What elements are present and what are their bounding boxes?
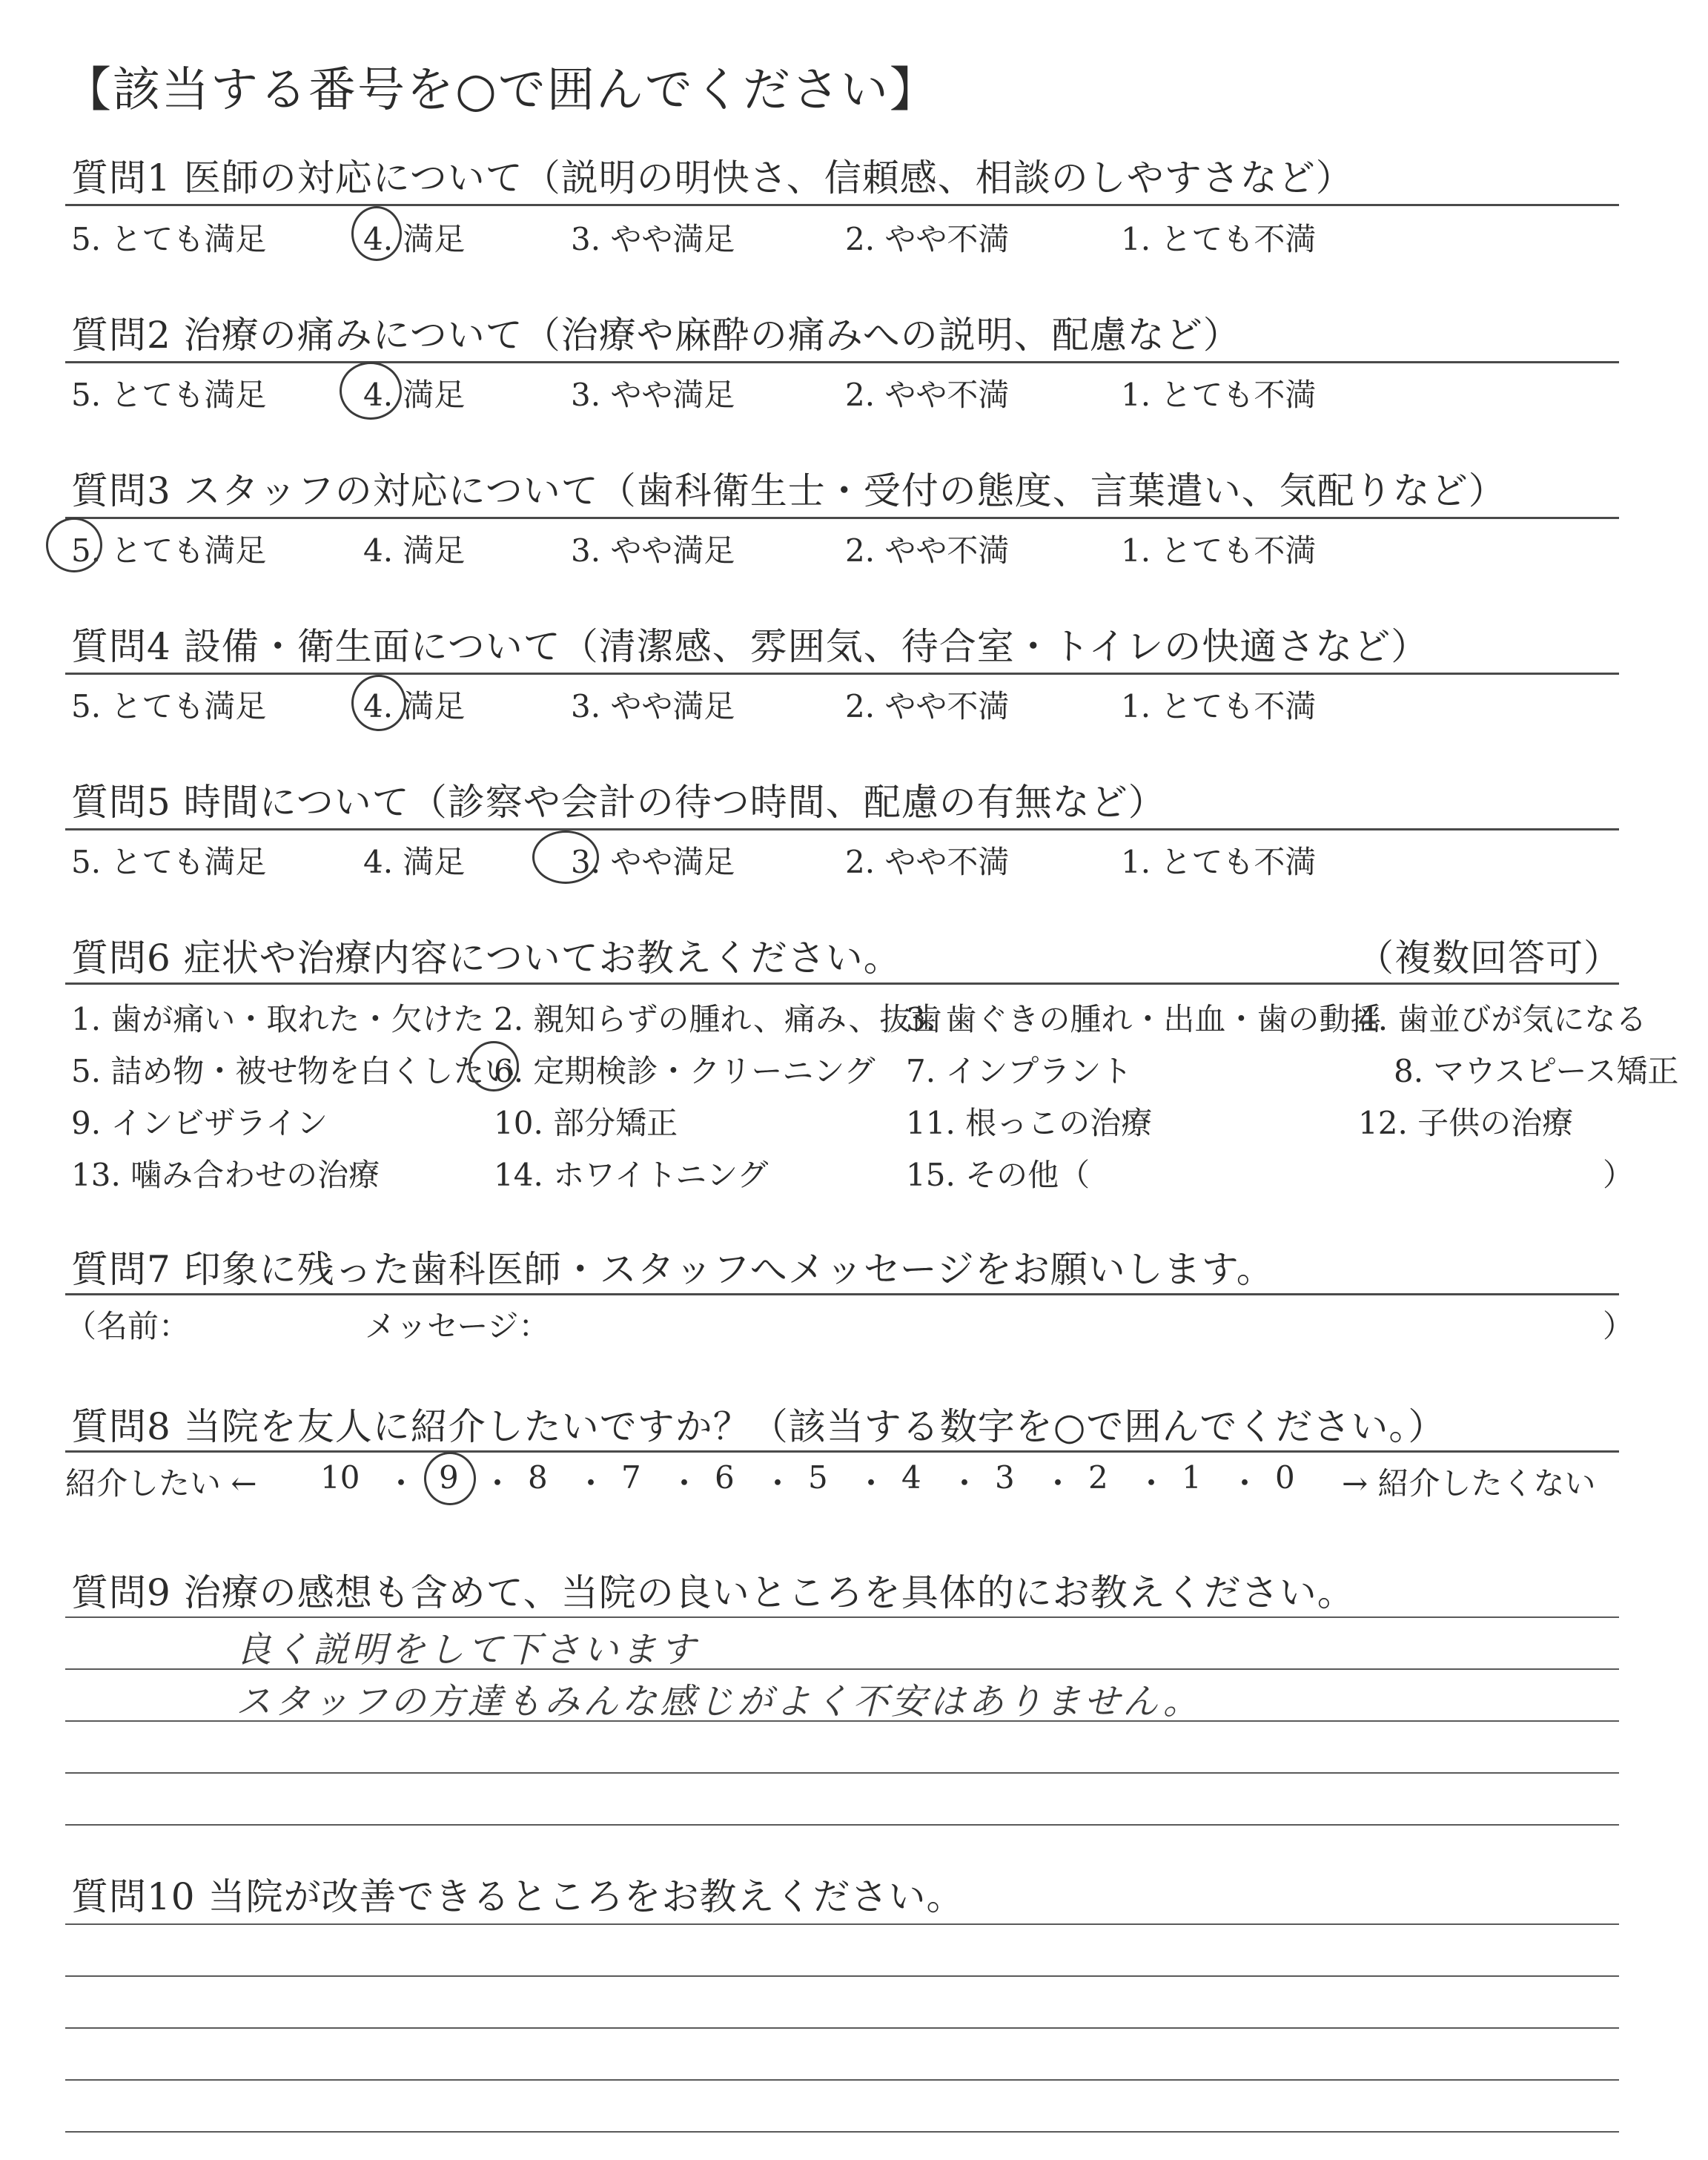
q6-option-4[interactable]: 4. 歯並びが気になる: [1358, 1001, 1647, 1037]
q7-divider: [65, 1293, 1619, 1295]
q9-answer-text-2: スタッフの方達もみんな感じがよく不安はありません。: [236, 1681, 1202, 1723]
q6-option-8[interactable]: 8. マウスピース矯正: [1394, 1053, 1679, 1089]
page-title: 【該当する番号を○で囲んでください】: [64, 63, 939, 118]
q10-heading: 質問10 当院が改善できるところをお教えください。: [71, 1875, 964, 1918]
q2-option-1[interactable]: 1. とても不満: [1121, 377, 1317, 413]
q8-score-10[interactable]: 10: [320, 1459, 360, 1496]
q8-score-6[interactable]: 6: [715, 1459, 735, 1496]
q8-separator: ・: [855, 1465, 887, 1502]
q6-option-14[interactable]: 14. ホワイトニング: [494, 1157, 769, 1193]
q8-separator: ・: [949, 1465, 981, 1502]
q4-option-4[interactable]: 4. 満足: [363, 688, 466, 724]
q6-option-3[interactable]: 3. 歯ぐきの腫れ・出血・歯の動揺: [906, 1001, 1382, 1037]
q4-option-3[interactable]: 3. やや満足: [571, 688, 735, 724]
q8-right-label: → 紹介したくない: [1342, 1465, 1596, 1502]
q8-heading: 質問8 当院を友人に紹介したいですか？（該当する数字を○で囲んでください。）: [71, 1405, 1446, 1448]
q6-selection-circle: [469, 1041, 519, 1091]
q4-divider: [65, 673, 1619, 675]
q6-multiple-answer-note: （複数回答可）: [1357, 937, 1621, 980]
q2-option-3[interactable]: 3. やや満足: [571, 377, 735, 413]
q2-option-2[interactable]: 2. やや不満: [845, 377, 1010, 413]
q10-answer-line: [65, 1923, 1619, 1925]
q5-option-5[interactable]: 5. とても満足: [71, 844, 267, 880]
q3-option-5[interactable]: 5. とても満足: [71, 532, 267, 569]
q1-selection-circle: [351, 206, 402, 261]
q4-heading: 質問4 設備・衛生面について（清潔感、雰囲気、待合室・トイレの快適さなど）: [71, 625, 1429, 668]
q9-answer-line: [65, 1616, 1619, 1618]
q9-answer-line: [65, 1824, 1619, 1826]
q8-score-3[interactable]: 3: [995, 1459, 1015, 1496]
q4-selection-circle: [351, 675, 406, 731]
q8-separator: ・: [1136, 1465, 1168, 1502]
q3-option-3[interactable]: 3. やや満足: [571, 532, 735, 569]
q8-score-5[interactable]: 5: [808, 1459, 828, 1496]
q1-option-1[interactable]: 1. とても不満: [1121, 221, 1317, 257]
q2-option-5[interactable]: 5. とても満足: [71, 377, 267, 413]
q3-option-2[interactable]: 2. やや不満: [845, 532, 1010, 569]
q8-score-7[interactable]: 7: [621, 1459, 641, 1496]
q8-score-9[interactable]: 9: [439, 1459, 459, 1496]
q3-selection-circle: [46, 518, 102, 572]
q4-option-5[interactable]: 5. とても満足: [71, 688, 267, 724]
q8-separator: ・: [482, 1465, 514, 1502]
q10-answer-line: [65, 1975, 1619, 1977]
q1-option-4[interactable]: 4. 満足: [363, 221, 466, 257]
q6-option-2[interactable]: 2. 親知らずの腫れ、痛み、抜歯: [494, 1001, 942, 1037]
q6-option-9[interactable]: 9. インビザライン: [71, 1105, 328, 1141]
q3-heading: 質問3 スタッフの対応について（歯科衛生士・受付の態度、言葉遣い、気配りなど）: [71, 469, 1506, 512]
q7-message-label: メッセージ：: [365, 1308, 550, 1344]
q6-option-13[interactable]: 13. 噛み合わせの治療: [71, 1157, 380, 1193]
q6-option-11[interactable]: 11. 根っこの治療: [906, 1105, 1153, 1141]
q8-divider: [65, 1450, 1619, 1453]
q5-option-4[interactable]: 4. 満足: [363, 844, 466, 880]
q7-close-paren: ）: [1603, 1308, 1635, 1344]
q8-separator: ・: [385, 1465, 417, 1502]
q1-heading: 質問1 医師の対応について（説明の明快さ、信頼感、相談のしやすさなど）: [71, 156, 1354, 199]
q10-answer-line: [65, 2131, 1619, 2133]
q10-answer-line: [65, 2027, 1619, 2029]
q6-option-1[interactable]: 1. 歯が痛い・取れた・欠けた: [71, 1001, 485, 1037]
q6-heading: 質問6 症状や治療内容についてお教えください。: [71, 937, 901, 980]
q9-heading: 質問9 治療の感想も含めて、当院の良いところを具体的にお教えください。: [71, 1571, 1355, 1614]
q2-option-4[interactable]: 4. 満足: [363, 377, 466, 413]
q1-divider: [65, 204, 1619, 206]
q8-score-0[interactable]: 0: [1275, 1459, 1295, 1496]
q8-score-2[interactable]: 2: [1088, 1459, 1108, 1496]
q3-divider: [65, 517, 1619, 519]
q4-option-1[interactable]: 1. とても不満: [1121, 688, 1317, 724]
q1-option-3[interactable]: 3. やや満足: [571, 221, 735, 257]
q8-separator: ・: [1229, 1465, 1261, 1502]
q5-heading: 質問5 時間について（診察や会計の待つ時間、配慮の有無など）: [71, 781, 1166, 824]
q8-left-label: 紹介したい ←: [65, 1465, 257, 1502]
q2-heading: 質問2 治療の痛みについて（治療や麻酔の痛みへの説明、配慮など）: [71, 314, 1241, 357]
q3-option-1[interactable]: 1. とても不満: [1121, 532, 1317, 569]
q5-option-3[interactable]: 3. やや満足: [571, 844, 735, 880]
q1-option-5[interactable]: 5. とても満足: [71, 221, 267, 257]
q6-other-close-paren: ）: [1603, 1157, 1635, 1193]
q10-answer-line: [65, 2079, 1619, 2081]
q5-option-1[interactable]: 1. とても不満: [1121, 844, 1317, 880]
q2-divider: [65, 361, 1619, 363]
q5-selection-circle: [532, 830, 599, 884]
q8-score-4[interactable]: 4: [901, 1459, 921, 1496]
q6-option-15-other[interactable]: 15. その他（: [906, 1157, 1090, 1193]
q8-separator: ・: [762, 1465, 794, 1502]
q6-option-12[interactable]: 12. 子供の治療: [1358, 1105, 1574, 1141]
q5-option-2[interactable]: 2. やや不満: [845, 844, 1010, 880]
q9-answer-text-1: 良く説明をして下さいます: [236, 1629, 699, 1671]
q5-divider: [65, 828, 1619, 830]
q8-selection-circle: [424, 1452, 476, 1505]
q3-option-4[interactable]: 4. 満足: [363, 532, 466, 569]
q1-option-2[interactable]: 2. やや不満: [845, 221, 1010, 257]
q8-separator: ・: [669, 1465, 701, 1502]
q6-option-10[interactable]: 10. 部分矯正: [494, 1105, 678, 1141]
q8-score-8[interactable]: 8: [528, 1459, 548, 1496]
q8-score-1[interactable]: 1: [1182, 1459, 1202, 1496]
q8-separator: ・: [575, 1465, 607, 1502]
q4-option-2[interactable]: 2. やや不満: [845, 688, 1010, 724]
q6-option-7[interactable]: 7. インプラント: [906, 1053, 1133, 1089]
q7-heading: 質問7 印象に残った歯科医師・スタッフへメッセージをお願いします。: [71, 1248, 1274, 1291]
q6-option-6[interactable]: 6. 定期検診・クリーニング: [494, 1053, 875, 1089]
q2-selection-circle: [340, 362, 402, 420]
q7-name-label: （名前：: [65, 1308, 191, 1344]
q6-option-5[interactable]: 5. 詰め物・被せ物を白くしたい: [71, 1053, 516, 1089]
q8-separator: ・: [1042, 1465, 1074, 1502]
q6-divider: [65, 982, 1619, 985]
q9-answer-line: [65, 1772, 1619, 1774]
